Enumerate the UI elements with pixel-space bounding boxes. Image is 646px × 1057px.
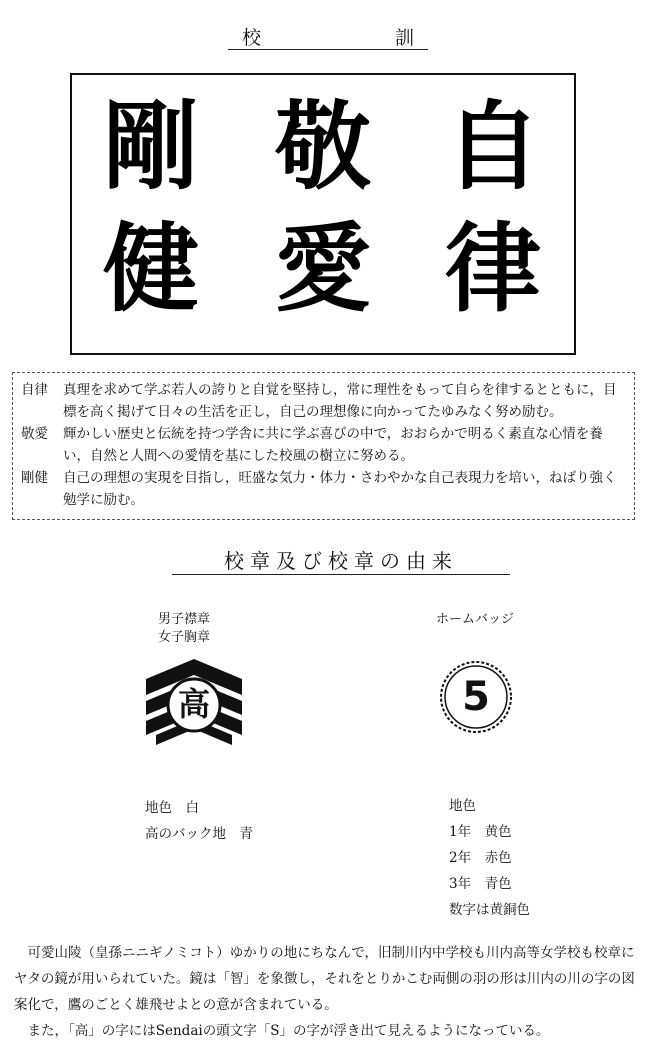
explanation-row [21,423,626,467]
collar-badge-colors [145,795,253,847]
explanation-text: 自己の理想の実現を目指し，旺盛な気力・体力・さわやかな自己表現力を培い，ねばり強く勉学に励む。 [63,470,617,508]
emblem-section-title: 校章及び校章の由来 [172,544,510,575]
calligraphy-column-middle [268,90,378,325]
explanation-key: 敬愛 [21,426,48,442]
explanation-text: 真理を求めて学ぶ若人の誇りと自覚を堅持し，常に理性をもって自らを律するとともに，目標を高く掲げて日々の生活を正し，自己の理想像に向かってたゆみなく努め励む。 [63,382,617,420]
motto-title-right: 訓 [394,27,414,49]
collar-badge-label-line2: 女子胸章 [158,630,211,645]
calligraphy-column-right [438,90,548,325]
explanation-row [21,467,626,511]
explanation-text: 輝かしい歴史と伝統を持つ学舎に共に学ぶ喜びの中で，おおらかで明るく素直な心情を養い，自然と人間への愛情を基にした校風の樹立に努める。 [63,426,603,464]
motto-title [228,24,428,50]
emblem-origin-text [14,940,640,1044]
collar-badge-label-line1: 男子襟章 [158,612,211,627]
home-color-line: 2年 赤色 [449,850,512,866]
home-color-line: 3年 青色 [449,876,512,892]
explanation-key: 自律 [21,382,48,398]
emblem-origin-paragraph-1: 可愛山陵（皇孫ニニギノミコト）ゆかりの地にちなんで，旧制川内中学校も川内高等女学校も校章にヤタの鏡が用いられていた。鏡は「智」を象徴し，それをとりかこむ両側の羽の形は川内の川の字の図案化で，鷹のごとく雄飛せよとの意が含まれている。 [14,945,635,1013]
calligraphy-char: 敬 [275,90,371,203]
home-color-line: 1年 黄色 [449,824,512,840]
calligraphy-char: 愛 [275,212,371,325]
motto-explanation-box [12,372,635,520]
home-badge-colors [449,793,530,923]
home-badge-number: 5 [462,674,490,720]
home-color-line: 地色 [449,798,476,814]
emblem-badge-char: 高 [177,685,210,723]
calligraphy-char: 剛 [103,90,199,203]
collar-color-line: 高のバック地 青 [145,826,253,842]
home-color-line: 数字は黄銅色 [449,902,530,918]
motto-calligraphy-box [70,73,576,355]
home-badge-label: ホームバッジ [436,612,515,627]
calligraphy-char: 健 [103,212,199,325]
collar-badge-label [158,611,210,647]
emblem-origin-paragraph-2: また，「高」の字にはSendaiの頭文字「S」の字が浮き出て見えるようになっている。 [27,1023,550,1039]
explanation-key: 剛健 [21,470,48,486]
calligraphy-char: 自 [445,90,541,203]
calligraphy-char: 律 [445,212,541,325]
explanation-row [21,379,626,423]
calligraphy-column-left [96,90,206,325]
collar-color-line: 地色 白 [145,800,199,816]
motto-title-left: 校 [242,27,262,49]
